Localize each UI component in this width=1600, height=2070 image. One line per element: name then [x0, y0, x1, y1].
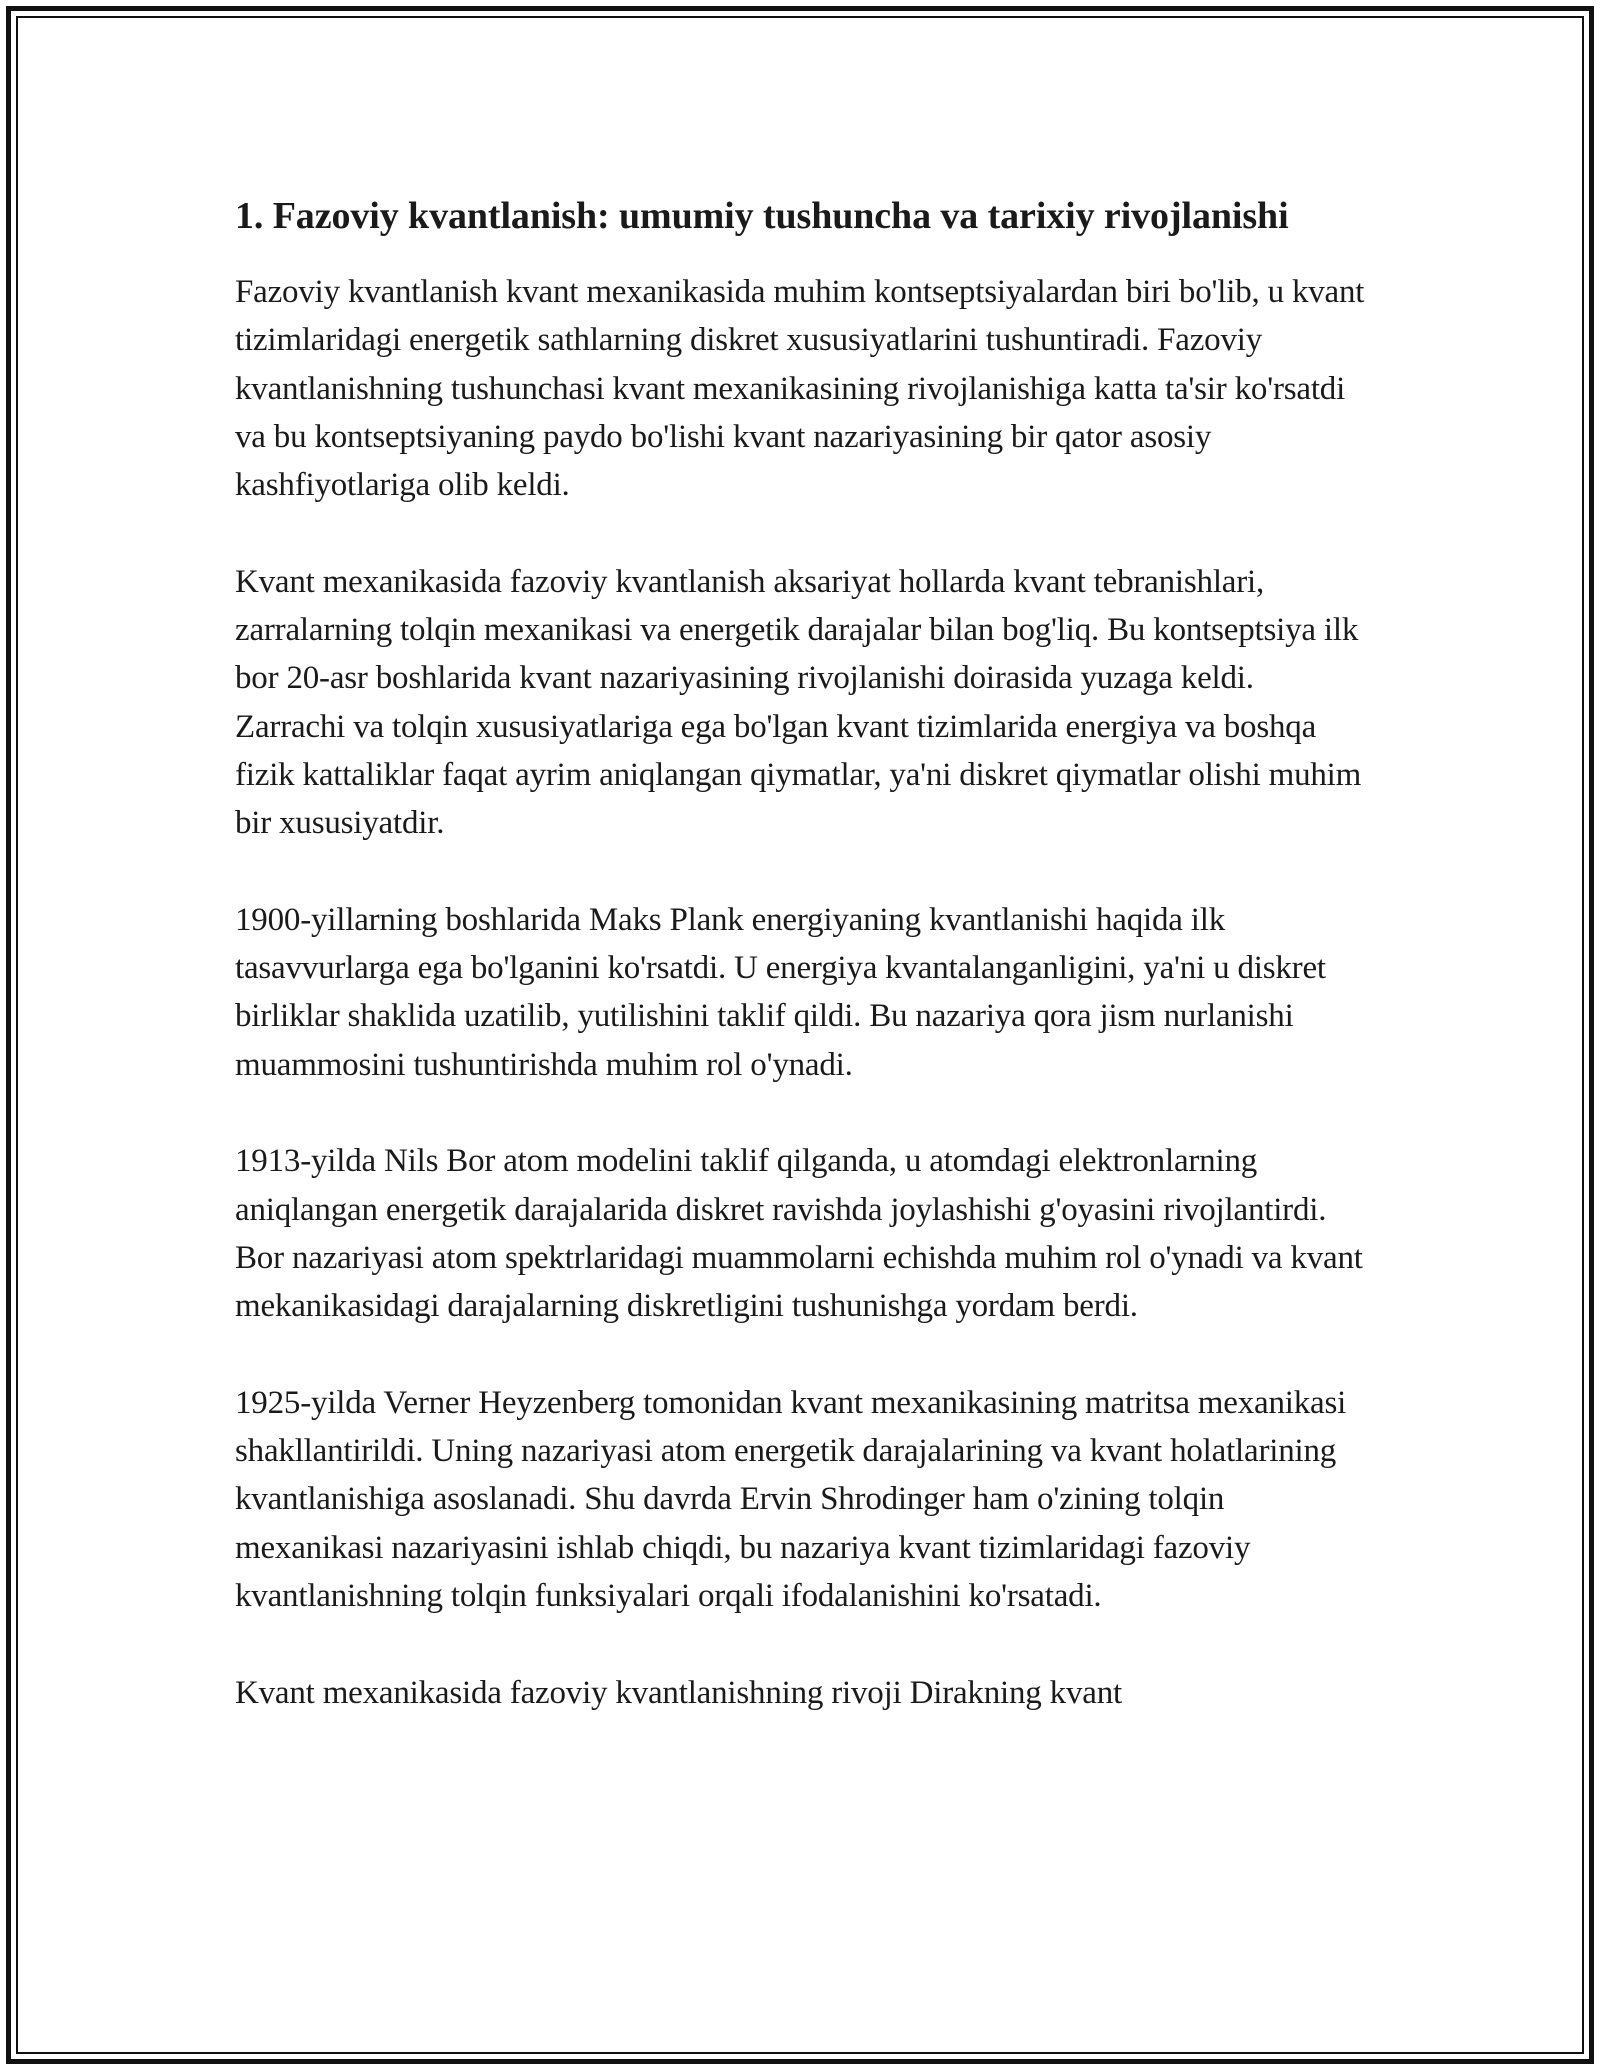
paragraph: Kvant mexanikasida fazoviy kvantlanish aksariyat hollarda kvant tebranishlari, zarralarning tolqin mexanikasi va energetik darajalar bilan bog'liq. Bu kontseptsiya ilk bor 20-asr boshlarida kvant nazariyasining rivojlanishi doirasida yuzaga keldi. Zarrachi va tolqin xususiyatlariga ega bo'lgan kvant tizimlarida energiya va boshqa fizik kattaliklar faqat ayrim aniqlangan qiymatlar, ya'ni diskret qiymatlar olishi muhim bir xususiyatdir. [235, 563, 1362, 842]
document-body [235, 188, 1365, 1765]
paragraph: 1913-yilda Nils Bor atom modelini taklif qilganda, u atomdagi elektronlarning aniqlangan energetik darajalarida diskret ravishda joylashishi g'oyasini rivojlantirdi. Bor nazariyasi atom spektrlaridagi muammolarni echishda muhim rol o'ynadi va kvant mekanikasidagi darajalarning diskretligini tushunishga yordam berdi. [235, 1143, 1363, 1325]
section-heading: 1. Fazoviy kvantlanish: umumiy tushuncha va tarixiy rivojlanishi [235, 195, 1289, 237]
paragraph: 1900-yillarning boshlarida Maks Plank energiyaning kvantlanishi haqida ilk tasavvurlarga ega bo'lganini ko'rsatdi. U energiya kvantalanganligini, ya'ni u diskret birliklar shaklida uzatilib, yutilishini taklif qildi. Bu nazariya qora jism nurlanishi muammosini tushuntirishda muhim rol o'ynadi. [235, 901, 1326, 1083]
paragraph: Kvant mexanikasida fazoviy kvantlanishning rivoji Dirakning kvant [235, 1674, 1122, 1711]
paragraph: 1925-yilda Verner Heyzenberg tomonidan kvant mexanikasining matritsa mexanikasi shakllantirildi. Uning nazariyasi atom energetik darajalarining va kvant holatlarining kvantlanishiga asoslanadi. Shu davrda Ervin Shrodinger ham o'zining tolqin mexanikasi nazariyasini ishlab chiqdi, bu nazariya kvant tizimlaridagi fazoviy kvantlanishning tolqin funksiyalari orqali ifodalanishini ko'rsatadi. [235, 1384, 1347, 1615]
paragraph: Fazoviy kvantlanish kvant mexanikasida muhim kontseptsiyalardan biri bo'lib, u kvant tizimlaridagi energetik sathlarning diskret xususiyatlarini tushuntiradi. Fazoviy kvantlanishning tushunchasi kvant mexanikasining rivojlanishiga katta ta'sir ko'rsatdi va bu kontseptsiyaning paydo bo'lishi kvant nazariyasining bir qator asosiy kashfiyotlariga olib keldi. [235, 274, 1365, 504]
